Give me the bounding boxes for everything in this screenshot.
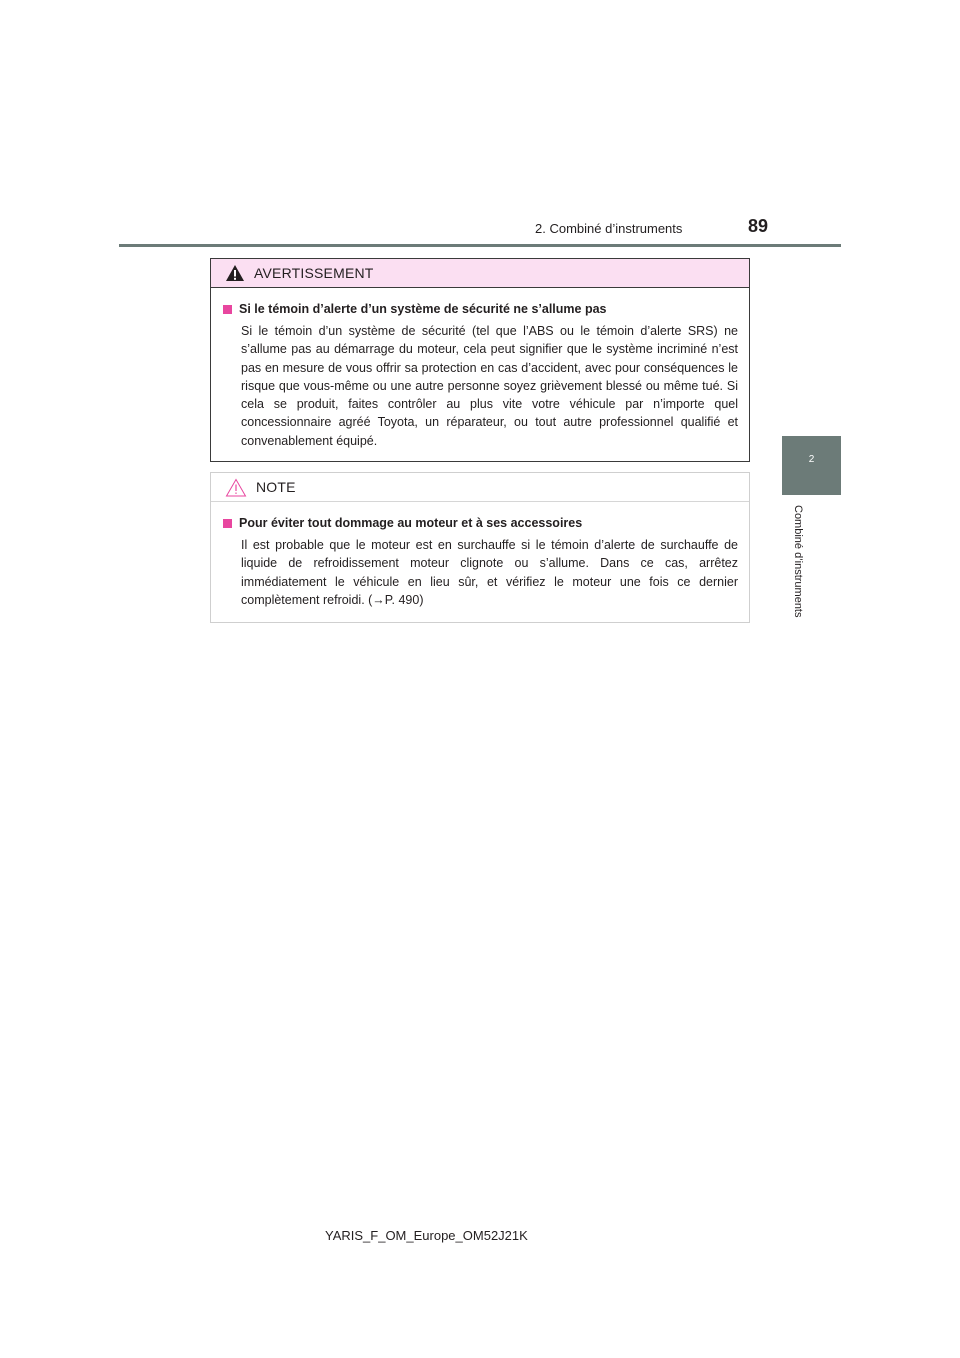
square-bullet-icon <box>223 305 232 314</box>
note-subheading-text: Pour éviter tout dommage au moteur et à ses accessoires <box>239 516 583 530</box>
note-box-header <box>211 473 749 502</box>
note-subheading <box>223 514 738 532</box>
note-paragraph: Il est probable que le moteur est en surchauffe si le témoin d’alerte de surchauffe de liquide de refroidissement moteur clignote ou s’allume. Dans ce cas, arrêtez immédiatement le véhicule en lieu sûr, et vérifiez le moteur une fois ce dernier complètement refroidi. (→P. 490) <box>241 538 738 607</box>
header-rule <box>119 244 841 247</box>
page-number: 89 <box>748 216 769 236</box>
warning-subheading-text: Si le témoin d’alerte d’un système de sécurité ne s’allume pas <box>239 302 607 316</box>
note-box-body <box>211 502 749 609</box>
chapter-tab <box>782 436 841 495</box>
square-bullet-icon <box>223 519 232 528</box>
note-box-title: NOTE <box>256 479 296 495</box>
warning-box-header <box>211 259 749 288</box>
caution-triangle-icon <box>225 478 247 497</box>
warning-triangle-icon <box>225 264 245 282</box>
warning-paragraph: Si le témoin d’un système de sécurité (tel que l’ABS ou le témoin d’alerte SRS) ne s’allume pas au démarrage du moteur, cela peut signifier que le système incriminé n’est pas en mesure de vous offrir sa protection en cas d’accident, avec pour conséquences le risque que vous-même ou une autre personne soyez grièvement blessé ou même tué. Si cela se produit, faites contrôler au plus vite votre véhicule par n’importe quel concessionnaire agréé Toyota, un réparateur, ou tout autre professionnel qualifié et convenablement équipé. <box>241 324 738 448</box>
warning-box <box>210 258 750 462</box>
chapter-tab-number: 2 <box>808 454 815 465</box>
warning-box-title: AVERTISSEMENT <box>254 265 374 281</box>
warning-subheading <box>223 300 738 318</box>
chapter-tab-label: Combiné d’instruments <box>792 505 804 618</box>
document-code-footer: YARIS_F_OM_Europe_OM52J21K <box>325 1228 528 1243</box>
running-header-section: 2. Combiné d’instruments <box>535 221 683 236</box>
note-box <box>210 472 750 623</box>
warning-box-body <box>211 288 749 450</box>
